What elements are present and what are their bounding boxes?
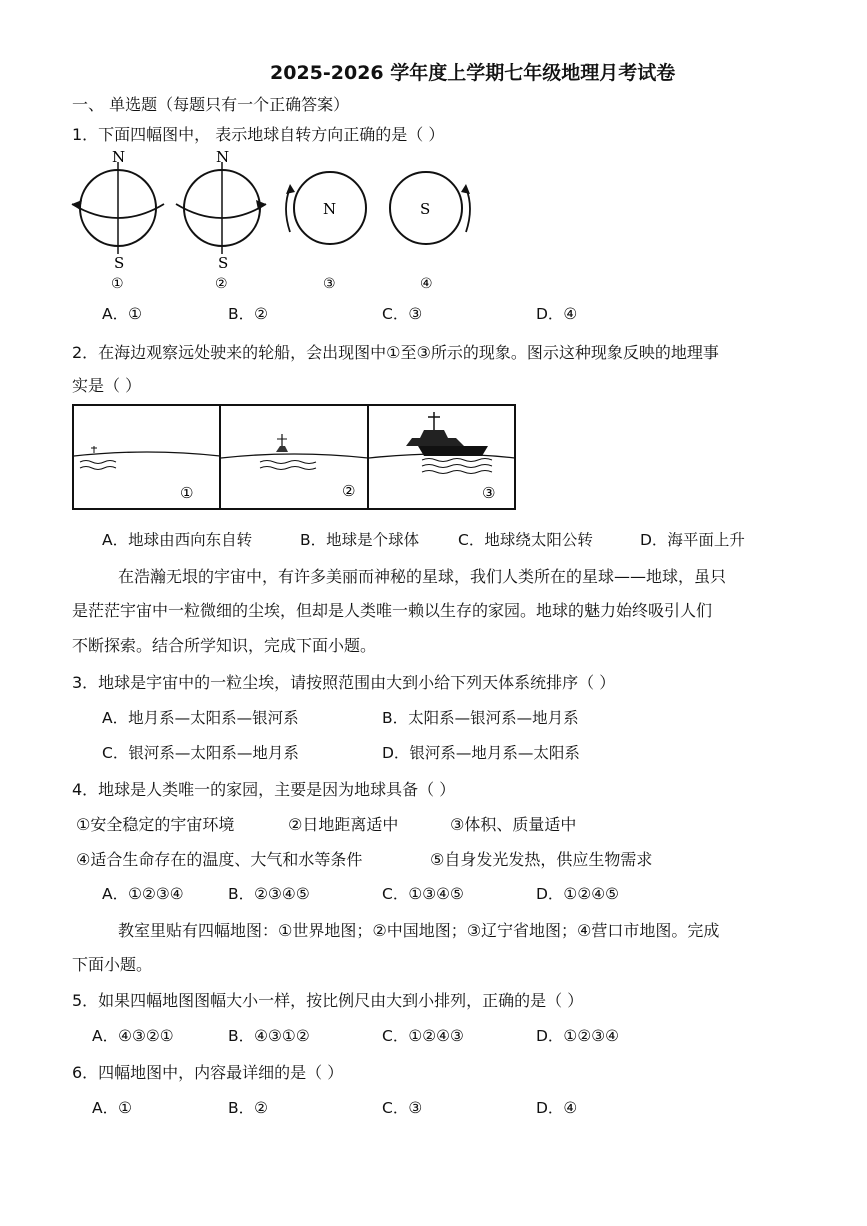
fig-num-2: ② — [215, 276, 228, 292]
q4-item-5: ⑤自身发光发热，供应生物需求 — [430, 850, 653, 869]
q6-option-a[interactable]: A．① — [92, 1099, 132, 1117]
passage-2-line-2: 下面小题。 — [72, 955, 153, 974]
passage-2-line-1: 教室里贴有四幅地图：①世界地图；②中国地图；③辽宁省地图；④营口市地图。完成 — [118, 921, 720, 940]
q6-option-b[interactable]: B．② — [228, 1099, 269, 1117]
q5-option-b[interactable]: B．④③①② — [228, 1027, 310, 1045]
q4-item-4: ④适合生命存在的温度、大气和水等条件 — [76, 850, 363, 869]
q3-option-b[interactable]: B．太阳系—银河系—地月系 — [382, 709, 579, 727]
panel-num-1: ① — [180, 484, 194, 502]
question-5-stem: 5．如果四幅地图图幅大小一样，按比例尺由大到小排列，正确的是（ ） — [72, 991, 584, 1010]
globe-3 — [286, 172, 366, 244]
q4-item-3: ③体积、质量适中 — [450, 815, 577, 834]
q4-option-a[interactable]: A．①②③④ — [102, 885, 184, 903]
question-6-stem: 6．四幅地图中，内容最详细的是（ ） — [72, 1063, 344, 1082]
fig-num-4: ④ — [420, 276, 433, 292]
q3-option-a[interactable]: A．地月系—太阳系—银河系 — [102, 709, 299, 727]
q4-option-d[interactable]: D．①②④⑤ — [536, 885, 620, 903]
globe-2-south-label: S — [218, 254, 229, 272]
section-heading: 一、 单选题（每题只有一个正确答案） — [72, 95, 350, 114]
q2-ship-figure — [72, 404, 518, 512]
fig-num-1: ① — [111, 276, 124, 292]
passage-1-line-1: 在浩瀚无垠的宇宙中，有许多美丽而神秘的星球，我们人类所在的星球——地球，虽只 — [118, 567, 727, 586]
q4-item-2: ②日地距离适中 — [288, 815, 399, 834]
passage-1-line-2: 是茫茫宇宙中一粒微细的尘埃，但却是人类唯一赖以生存的家园。地球的魅力始终吸引人们 — [72, 601, 713, 620]
q2-option-d[interactable]: D．海平面上升 — [640, 531, 745, 549]
question-1-stem: 1．下面四幅图中， 表示地球自转方向正确的是（ ） — [72, 125, 445, 144]
q2-option-a[interactable]: A．地球由西向东自转 — [102, 531, 253, 549]
globe-1-north-label: N — [112, 148, 126, 166]
question-4-stem: 4．地球是人类唯一的家园，主要是因为地球具备（ ） — [72, 780, 456, 799]
panel-3-ship-full — [406, 412, 492, 474]
svg-text:S: S — [420, 200, 431, 218]
passage-1-line-3: 不断探索。结合所学知识，完成下面小题。 — [72, 636, 377, 655]
q1-option-b[interactable]: B．② — [228, 305, 269, 323]
q2-option-c[interactable]: C．地球绕太阳公转 — [458, 531, 593, 549]
globe-1 — [72, 148, 164, 272]
exam-title: 2025-2026 学年度上学期七年级地理月考试卷 — [270, 62, 676, 84]
q6-option-c[interactable]: C．③ — [382, 1099, 423, 1117]
q3-option-c[interactable]: C．银河系—太阳系—地月系 — [102, 744, 299, 762]
q1-globes-figure — [60, 148, 500, 298]
question-3-stem: 3．地球是宇宙中的一粒尘埃，请按照范围由大到小给下列天体系统排序（ ） — [72, 673, 616, 692]
panel-num-3: ③ — [482, 484, 496, 502]
q5-option-d[interactable]: D．①②③④ — [536, 1027, 620, 1045]
question-2-stem-line2: 实是（ ） — [72, 376, 142, 395]
panel-num-2: ② — [342, 482, 356, 500]
q5-option-c[interactable]: C．①②④③ — [382, 1027, 464, 1045]
q1-option-c[interactable]: C．③ — [382, 305, 423, 323]
q4-item-1: ①安全稳定的宇宙环境 — [76, 815, 235, 834]
globe-2-north-label: N — [216, 148, 230, 166]
panel-2-ship-upper — [260, 434, 316, 470]
q1-option-d[interactable]: D．④ — [536, 305, 578, 323]
q6-option-d[interactable]: D．④ — [536, 1099, 578, 1117]
q1-option-a[interactable]: A．① — [102, 305, 142, 323]
q2-option-b[interactable]: B．地球是个球体 — [300, 531, 420, 549]
question-2-stem-line1: 2．在海边观察远处驶来的轮船，会出现图中①至③所示的现象。图示这种现象反映的地理事 — [72, 343, 719, 362]
q3-option-d[interactable]: D．银河系—地月系—太阳系 — [382, 744, 580, 762]
globe-2 — [176, 148, 266, 272]
globe-1-south-label: S — [114, 254, 125, 272]
svg-text:N: N — [323, 200, 337, 218]
q5-option-a[interactable]: A．④③②① — [92, 1027, 174, 1045]
q4-option-b[interactable]: B．②③④⑤ — [228, 885, 310, 903]
fig-num-3: ③ — [323, 276, 336, 292]
panel-1-ship-mast — [80, 446, 116, 470]
q4-option-c[interactable]: C．①③④⑤ — [382, 885, 464, 903]
globe-4 — [390, 172, 470, 244]
